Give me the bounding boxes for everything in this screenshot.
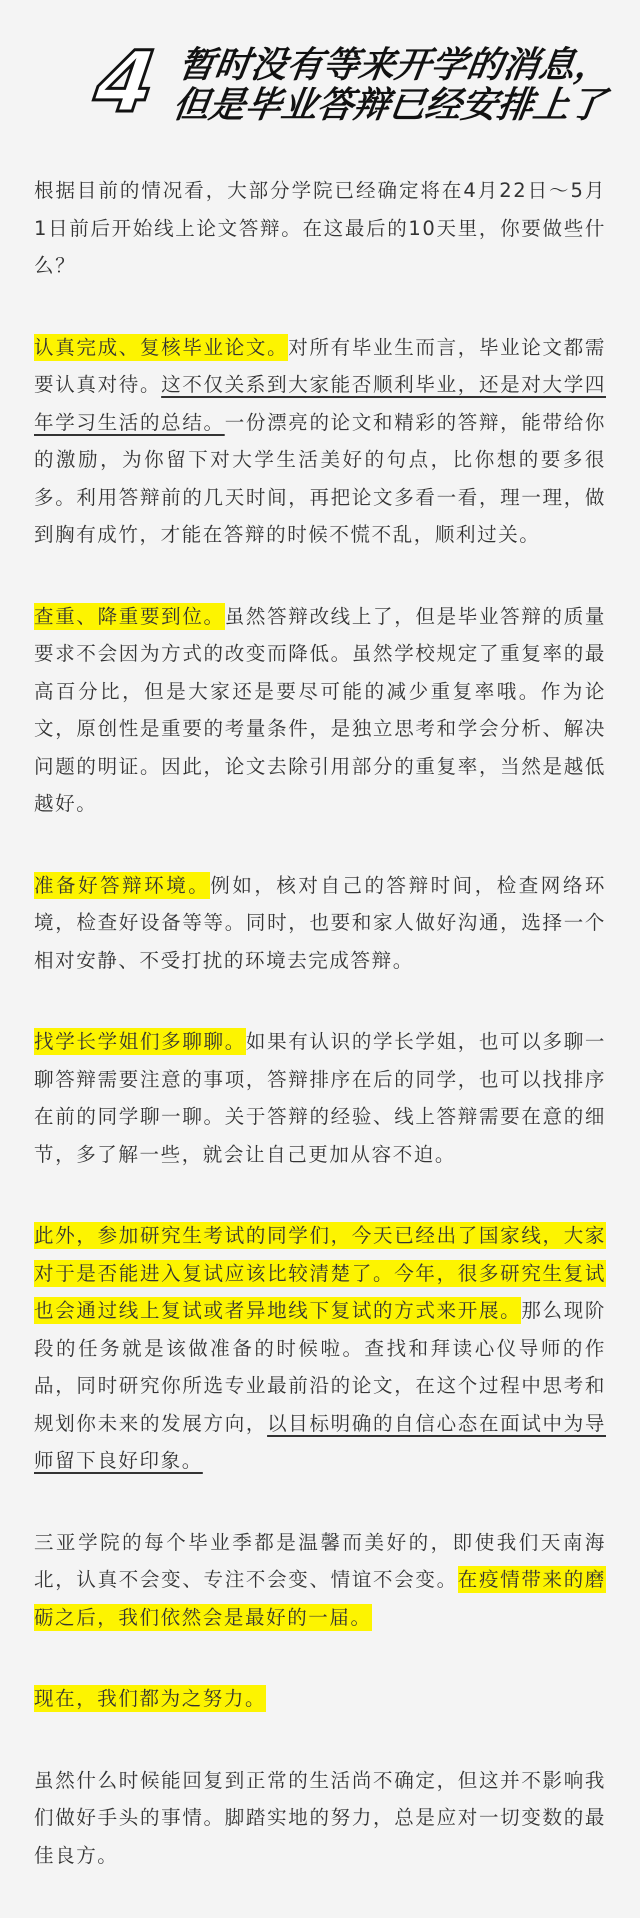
section-header [0, 0, 640, 131]
highlight-text: 准备好答辩环境。 [34, 873, 211, 897]
section-title [170, 46, 640, 126]
underlined-text: 这不仅关系到大家能否顺利毕业，还是对大学四年学习生活的总结。 [34, 373, 606, 434]
paragraph-closing [34, 1762, 606, 1875]
highlight-text: 现在，我们都为之努力。 [34, 1687, 267, 1710]
paragraph-intro [34, 172, 606, 285]
paragraph-graduation-season [34, 1524, 606, 1637]
highlight-text: 此外，参加研究生考试的同学们，今天已经出了国家线，大家对于是否能进入复试应该比较清楚了。今年，很多研究生复试也会通过线上复试或者异地线下复试的方式来开展。 [34, 1224, 606, 1322]
body-text: 例如，核对自己的答辩时间，检查网络环境，检查好设备等等。同时，也要和家人做好沟通，选择一个相对安静、不受打扰的环境去完成答辩。 [34, 873, 606, 972]
body-text: 虽然答辩改线上了，但是毕业答辩的质量要求不会因为方式的改变而降低。虽然学校规定了重复率的最高百分比，但是大家还是要尽可能的减少重复率哦。作为论文，原创性是重要的考量条件，是独立思考和学会分析、解决问题的明证。因此，论文去除引用部分的重复率，当然是越低越好。 [34, 604, 606, 815]
body-text: 如果有认识的学长学姐，也可以多聊一聊答辩需要注意的事项，答辩排序在后的同学，也可以找排序在前的同学聊一聊。关于答辩的经验、线上答辩需要在意的细节，多了解一些，就会让自己更加从容不迫。 [34, 1030, 606, 1166]
body-text: 虽然什么时候能回复到正常的生活尚不确定，但这并不影响我们做好手头的事情。脚踏实地的努力，总是应对一切变数的最佳良方。 [34, 1768, 606, 1867]
body-text: 那么现阶段的任务就是该做准备的时候啦。查找和拜读心仪导师的作品，同时研究你所选专业最前沿的论文，在这个过程中思考和规划你未来的发展方向， [34, 1299, 606, 1435]
body-text: 对所有毕业生而言，毕业论文都需要认真对待。 [34, 335, 606, 396]
highlight-text: 在疫情带来的磨砺之后，我们依然会是最好的一届。 [34, 1568, 606, 1629]
paragraph-environment [34, 867, 606, 980]
paragraph-thesis [34, 329, 606, 554]
body-text: 三亚学院的每个毕业季都是温馨而美好的，即使我们天南海北，认真不会变、专注不会变、情谊不会变。 [34, 1530, 606, 1591]
section-title-line1: 暂时没有等来开学的消息， [176, 45, 614, 86]
highlight-text: 查重、降重要到位。 [34, 604, 225, 628]
paragraph-seniors [34, 1023, 606, 1173]
paragraph-plagiarism-check [34, 598, 606, 823]
body-text: 一份漂亮的论文和精彩的答辩，能带给你的激励，为你留下对大学生活美好的句点，比你想的要多很多。利用答辩前的几天时间，再把论文多看一看，理一理，做到胸有成竹，才能在答辩的时候不慌不乱，顺利过关。 [34, 410, 606, 546]
section-title-line2: 但是毕业答辩已经安排上了 [170, 85, 609, 126]
highlight-text: 认真完成、复核毕业论文。 [34, 335, 289, 359]
article-body [34, 172, 606, 1918]
underlined-text: 以目标明确的自信心态在面试中为导师留下良好印象。 [34, 1411, 606, 1472]
intro-text: 根据目前的情况看，大部分学院已经确定将在4月22日～5月1日前后开始线上论文答辩。在这最后的10天里，你要做些什么？ [34, 179, 606, 277]
highlight-text: 找学长学姐们多聊聊。 [34, 1030, 246, 1053]
section-number: 4 [89, 33, 162, 131]
paragraph-postgraduate [34, 1217, 606, 1480]
paragraph-effort [34, 1680, 606, 1718]
